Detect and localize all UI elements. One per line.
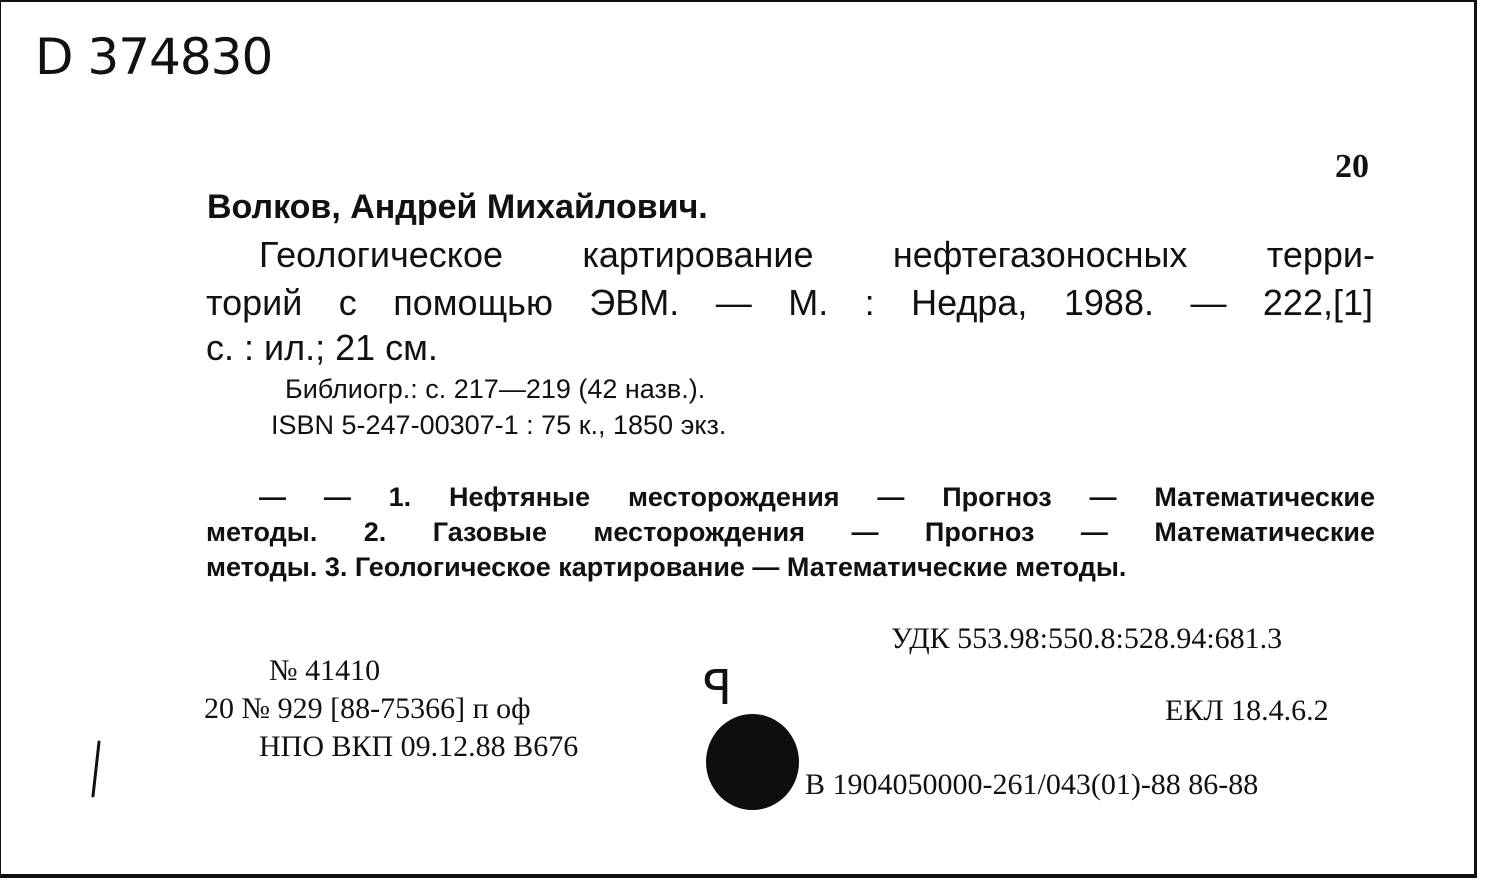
subject-line-1: — — 1. Нефтяные месторождения — Прогноз — Математические (259, 482, 1375, 512)
title-line-1: Геологическое картирование нефтегазоносных терри- (259, 234, 1375, 275)
title-line-2: торий с помощью ЭВМ. — М. : Недра, 1988. — 222,[1] (206, 282, 1373, 323)
bibliography-note: Библиогр.: с. 217—219 (42 назв.). (285, 374, 706, 404)
udc-code: УДК 553.98:550.8:528.94:681.3 (891, 622, 1283, 655)
subject-line-3: методы. 3. Геологическое картирование — Математические методы. (206, 552, 1127, 582)
title-line-3: с. : ил.; 21 см. (206, 327, 438, 368)
handwritten-code: D 374830 (35, 28, 273, 86)
punch-hole (706, 714, 799, 810)
handwritten-mark: Р (703, 660, 732, 716)
handwritten-stroke (87, 740, 107, 800)
printing-house-line: НПО ВКП 09.12.88 В676 (259, 730, 579, 763)
registration-number: № 41410 (269, 654, 381, 687)
isbn-line: ISBN 5-247-00307-1 : 75 к., 1850 экз. (271, 410, 727, 440)
subject-line-2: методы. 2. Газовые месторождения — Прогноз — Математические (206, 517, 1375, 547)
corner-number: 20 (1335, 148, 1369, 185)
ekl-code: ЕКЛ 18.4.6.2 (1165, 694, 1329, 727)
author-heading: Волков, Андрей Михайлович. (207, 188, 708, 226)
print-order-line: 20 № 929 [88-75366] п оф (204, 692, 531, 725)
catalog-code-line: В 1904050000-261/043(01)-88 86-88 (805, 768, 1259, 801)
